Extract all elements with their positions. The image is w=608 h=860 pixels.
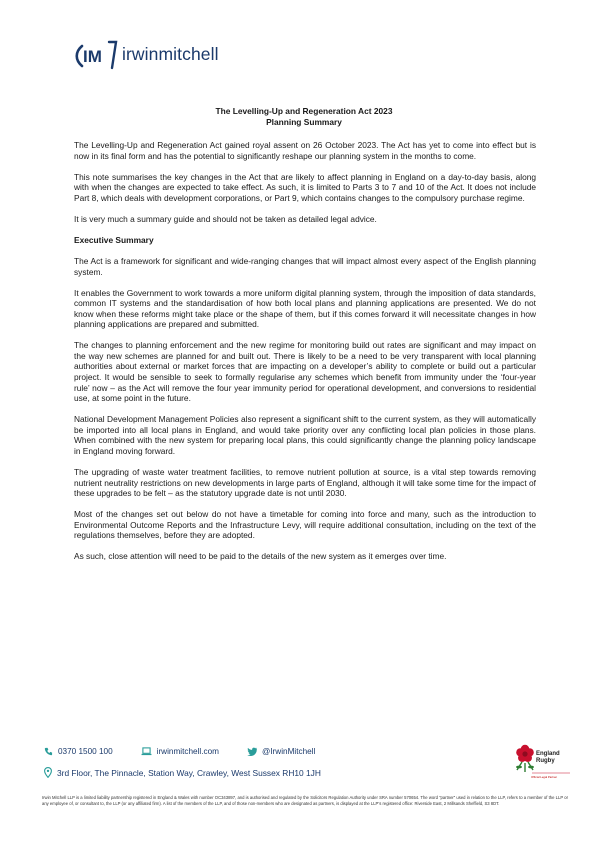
- twitter-icon: [247, 747, 257, 756]
- partner-badge-text: [536, 751, 560, 765]
- contact-social[interactable]: [247, 747, 315, 756]
- summary-paragraph: As such, close attention will need to be paid to the details of the new system as it emerges over time.: [74, 551, 447, 562]
- intro-paragraph: The Levelling-Up and Regeneration Act gained royal assent on 26 October 2023. The Act has yet to come into effect but is now in its final form and has the potential to significantly reshape our planning system in the months to come.: [74, 140, 536, 161]
- contact-website[interactable]: [141, 747, 219, 756]
- logo-mark-text: IM: [83, 47, 102, 66]
- document-title: The Levelling-Up and Regeneration Act 2023: [215, 106, 393, 116]
- document-body: [74, 140, 536, 572]
- phone-number: 0370 1500 100: [58, 746, 113, 756]
- contact-address: [44, 767, 343, 778]
- legal-footer: Irwin Mitchell LLP is a limited liability partnership registered in England & Wales with number OC343897, and is authorised and regulated by the Solicitors Regulation Authority under SRA number 570654. The word “partner” used in relation to the LLP, refers to a member of the LLP or any employee of, or consultant to, the LLP (or any affiliated firm). A list of the members of the LLP, and of those non-members who are designated as partners, is displayed at the LLP’s registered office: Riverside East, 2 Millsands Sheffield, S3 8DT.: [42, 795, 568, 807]
- logo-mark-icon: [72, 38, 120, 72]
- summary-paragraph: The upgrading of waste water treatment facilities, to remove nutrient pollution at source, is a vital step towards removing nutrient neutrality restrictions on new developments in large parts of England, although it will take some time for the impact of these upgrades to be felt – as the statutory upgrade date is not until 2030.: [74, 466, 536, 499]
- summary-paragraph: It enables the Government to work towards a more uniform digital planning system, through the imposition of data standards, common IT systems and the standardisation of how both local plans and planning applications are presented. We do not know when these reforms might take place or the shape of them, but if this comes forward it will necessitate changes in how planning applications are prepared and submitted.: [74, 287, 536, 330]
- summary-paragraph: The changes to planning enforcement and the new regime for monitoring build out rates are significant and may impact on the way new schemes are planned for and built out. There is likely to be a need to be very transparent with local planning authorities about external or market forces that are impacting on a developer’s ability to complete or build out a particular project. It would be sensible to seek to formally regularise any schemes which benefit from immunity under the ‘four-year rule’ now – as the Act will remove the four year immunity period for operational development, and conversions to residential use, at some point in the future.: [74, 340, 536, 404]
- intro-paragraph: This note summarises the key changes in the Act that are likely to affect planning in England on a day-to-day basis, along with when the changes are expected to take effect. As such, it is limited to Parts 3 to 7 and 10 of the Act. It does not include Part 8, which deals with development corporations, or Part 9, which contains changes to the compulsory purchase regime.: [74, 171, 536, 203]
- irwin-mitchell-logo: [72, 38, 219, 72]
- summary-paragraph: The Act is a framework for significant and wide-ranging changes that will impact almost every aspect of the English planning system.: [74, 255, 536, 277]
- section-heading: Executive Summary: [74, 234, 154, 245]
- laptop-icon: [141, 747, 152, 756]
- contact-phone[interactable]: [44, 747, 113, 756]
- document-title-block: [0, 106, 608, 127]
- summary-paragraph: Most of the changes set out below do not have a timetable for coming into force and many, such as the introduction to Environmental Outcome Reports and the Infrastructure Levy, will require additional consultation, including on the text of the regulations themselves, before they are adopted.: [74, 509, 536, 541]
- summary-paragraph: National Development Management Policies also represent a significant shift to the current system, as they will automatically be imported into all local plans in England, and would take priority over any conflicting local plan policies in those plans. When combined with the new system for preparing local plans, this could significantly change the planning policy landscape in England moving forward.: [74, 414, 536, 456]
- address-text: 3rd Floor, The Pinnacle, Station Way, Crawley, West Sussex RH10 1JH: [57, 767, 321, 778]
- intro-paragraph: It is very much a summary guide and should not be taken as detailed legal advice.: [74, 213, 377, 224]
- partner-badge-line2: Rugby: [536, 758, 555, 764]
- partner-badge-sub: Official Legal Partner: [531, 775, 558, 779]
- social-handle: @IrwinMitchell: [261, 746, 316, 756]
- phone-icon: [44, 747, 53, 756]
- website-link: irwinmitchell.com: [156, 746, 219, 756]
- logo-wordmark: irwinmitchell: [122, 44, 219, 65]
- document-subtitle: Planning Summary: [266, 116, 342, 127]
- contact-block: [44, 745, 343, 778]
- location-pin-icon: [44, 767, 52, 778]
- partner-badge-line1: England: [536, 751, 560, 757]
